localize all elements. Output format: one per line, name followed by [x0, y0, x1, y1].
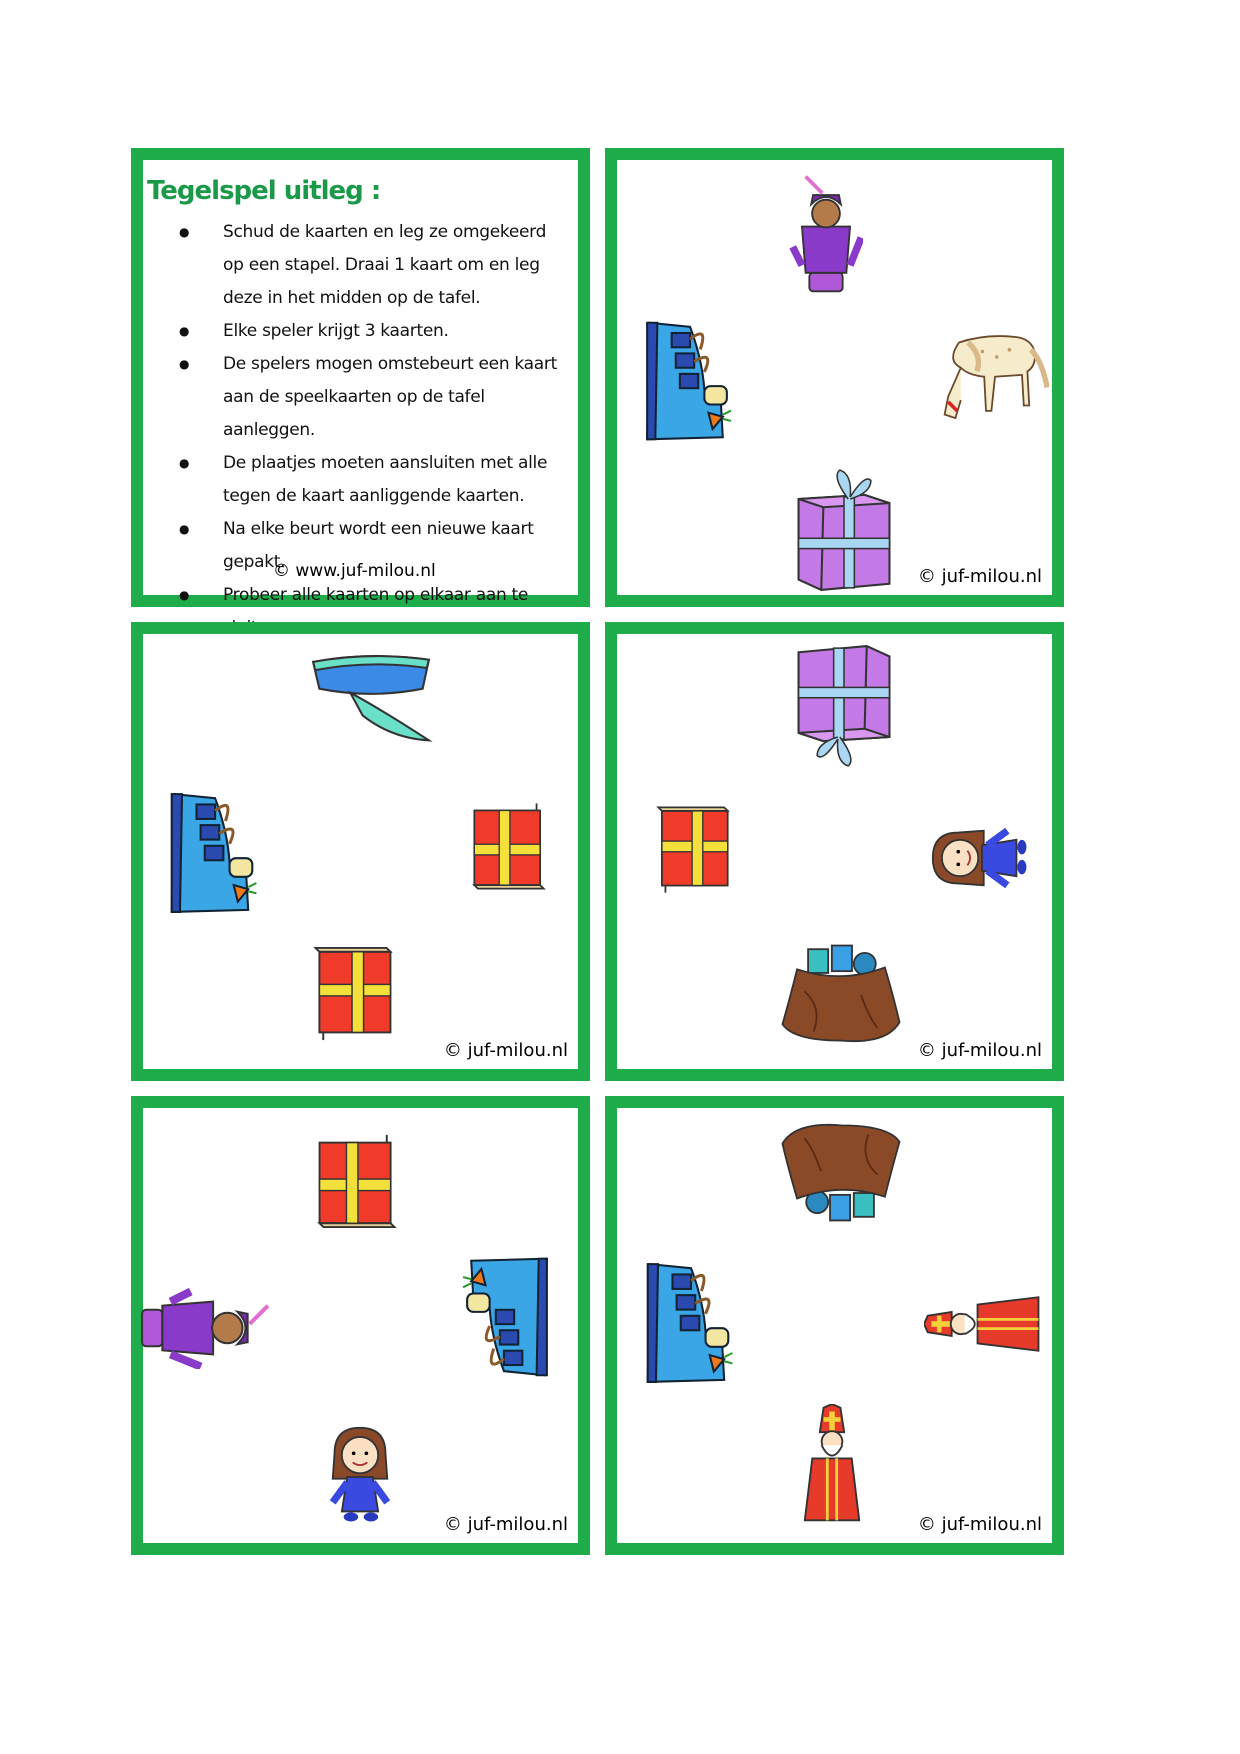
rule-item: ● Na elke beurt wordt een nieuwe kaart gepakt. — [179, 513, 559, 579]
book-icon — [469, 792, 549, 900]
tile-card — [131, 1096, 590, 1555]
website-credit: © www.juf-milou.nl — [273, 561, 436, 581]
book-icon — [301, 946, 405, 1042]
rule-item: ● De plaatjes moeten aansluiten met alle tegen de kaart aanliggende kaarten. — [179, 447, 559, 513]
copyright-label: © juf-milou.nl — [443, 1514, 568, 1535]
shoe-icon — [165, 790, 259, 914]
shoe-icon — [461, 1256, 553, 1380]
tile-card — [605, 1096, 1064, 1555]
piet-icon — [140, 1287, 272, 1369]
shoe-icon — [641, 318, 733, 442]
sack-icon — [777, 942, 905, 1046]
rule-item: ● Schud de kaarten en leg ze omgekeerd op een stapel. Draai 1 kaart om en leg deze in het midden op de tafel. — [179, 216, 559, 315]
copyright-label: © juf-milou.nl — [443, 1040, 568, 1061]
sinterklaas-icon — [799, 1404, 865, 1526]
cap-icon — [309, 650, 433, 746]
rule-item: ● De spelers mogen omstebeurt een kaart aan de speelkaarten op de tafel aanleggen. — [179, 348, 559, 447]
present-icon — [791, 644, 897, 768]
tile-card — [605, 148, 1064, 607]
horse-icon — [941, 324, 1049, 424]
rule-item: ● Elke speler krijgt 3 kaarten. — [179, 315, 559, 348]
copyright-label: © juf-milou.nl — [917, 1514, 1042, 1535]
sinterklaas-icon — [924, 1287, 1044, 1361]
rule-item: ● Probeer alle kaarten op elkaar aan te — [179, 579, 559, 645]
copyright-label: © juf-milou.nl — [917, 1040, 1042, 1061]
girl-icon — [931, 818, 1031, 898]
present-icon — [791, 468, 897, 592]
shoe-icon — [641, 1260, 735, 1384]
instructions-title: Tegelspel uitleg : — [147, 176, 381, 206]
book-icon — [304, 1133, 410, 1229]
book-icon — [653, 794, 733, 906]
tile-card — [131, 622, 590, 1081]
piet-icon — [789, 170, 863, 296]
copyright-label: © juf-milou.nl — [917, 566, 1042, 587]
sack-icon — [777, 1120, 905, 1224]
instructions-card — [131, 148, 590, 607]
girl-icon — [323, 1426, 397, 1526]
tile-card — [605, 622, 1064, 1081]
